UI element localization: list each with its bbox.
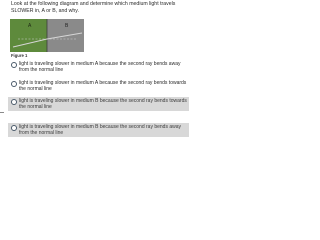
answer-option-label: light is traveling slower in medium A because the second ray bends towards the normal line xyxy=(19,80,187,92)
radio-button[interactable] xyxy=(11,62,17,68)
answer-option-label: light is traveling slower in medium B because the second ray bends towards the normal line xyxy=(19,98,187,110)
answer-option-label: light is traveling slower in medium B because the second ray bends away from the normal line xyxy=(19,124,182,136)
radio-button[interactable] xyxy=(11,125,17,131)
radio-button[interactable] xyxy=(11,81,17,87)
side-divider xyxy=(0,112,4,113)
quiz-page xyxy=(0,0,200,150)
answer-option-1[interactable] xyxy=(8,60,189,74)
medium-a-label: A xyxy=(28,23,32,29)
answer-option-2[interactable] xyxy=(8,79,189,93)
question-text: Look at the following diagram and determine which medium light travels SLOWER in, A or B, and why. xyxy=(11,1,176,14)
answer-option-3[interactable] xyxy=(8,97,189,111)
refraction-diagram-svg xyxy=(10,19,84,52)
radio-button[interactable] xyxy=(11,99,17,105)
refraction-diagram xyxy=(10,19,84,52)
answer-option-4[interactable] xyxy=(8,123,189,137)
medium-b-label: B xyxy=(65,23,69,29)
answer-option-label: light is traveling slower in medium A because the second ray bends away from the normal line xyxy=(19,61,181,73)
figure-caption: Figure 1 xyxy=(11,53,28,58)
